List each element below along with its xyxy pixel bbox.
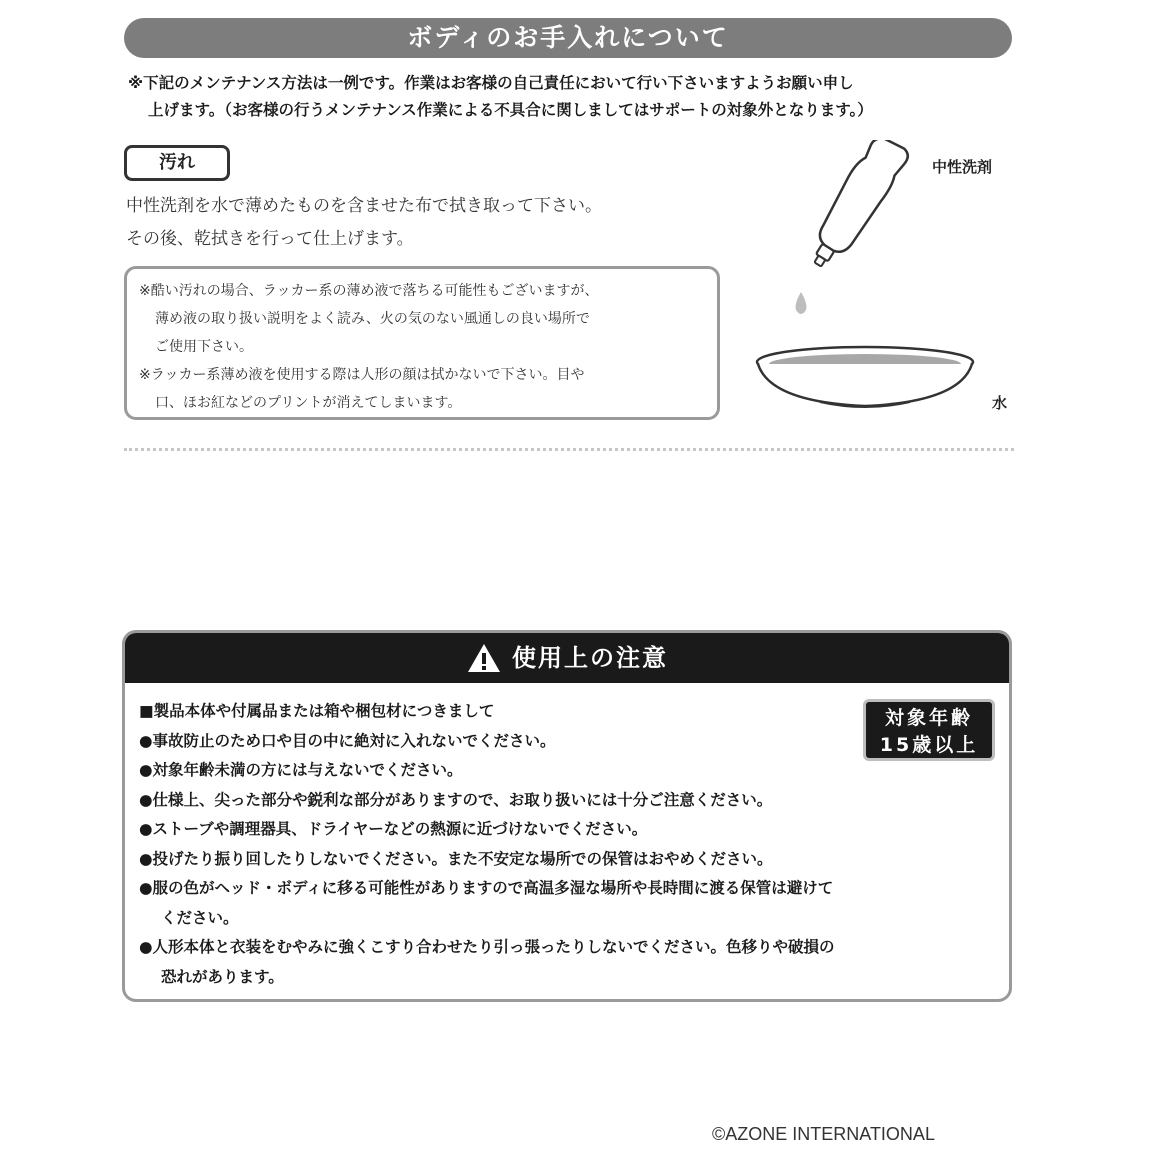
age-badge-line: 15歳以上 <box>879 734 979 756</box>
note-line: ※酷い汚れの場合、ラッカー系の薄め液で落ちる可能性もございますが、 <box>139 283 599 299</box>
usage-caution-box <box>122 630 1012 1002</box>
disclaimer-line: 上げます。（お客様の行うメンテナンス作業による不具合に関しましてはサポートの対象外となります。） <box>148 101 873 119</box>
caution-item: ●対象年齢未満の方には与えないでください。 <box>139 761 463 779</box>
caution-item: ●事故防止のため口や目の中に絶対に入れないでください。 <box>139 731 556 750</box>
lacquer-thinner-note <box>124 266 720 420</box>
detergent-and-water-illustration <box>750 140 1030 430</box>
drop-icon <box>796 292 807 314</box>
detergent-bottle-icon <box>800 140 911 275</box>
caution-item: ●人形本体と衣装をむやみに強くこすり合わせたり引っ張ったりしないでください。色移りや破損の <box>139 938 835 956</box>
caution-item: 恐れがあります。 <box>161 967 284 986</box>
water-label: 水 <box>992 394 1008 412</box>
caution-item: ●服の色がヘッド・ボディに移る可能性がありますので高温多湿な場所や長時間に渡る保管は避けて <box>139 879 834 897</box>
detergent-label: 中性洗剤 <box>932 158 993 176</box>
dirt-section-label: 汚れ <box>124 145 230 181</box>
caution-title: 使用上の注意 <box>512 644 668 672</box>
caution-header <box>125 633 1009 683</box>
instruction-line: 中性洗剤を水で薄めたものを含ませた布で拭き取って下さい。 <box>126 196 602 216</box>
disclaimer-line: ※下記のメンテナンス方法は一例です。作業はお客様の自己責任において行い下さいますようお願い申し <box>128 74 854 92</box>
dish-icon <box>757 347 973 407</box>
note-line: 薄め液の取り扱い説明をよく読み、火の気のない風通しの良い場所で <box>155 311 590 327</box>
section-divider <box>124 448 1014 451</box>
target-age-badge <box>863 699 995 761</box>
caution-item: ●仕様上、尖った部分や鋭利な部分がありますので、お取り扱いには十分ご注意ください。 <box>139 790 773 809</box>
note-line: ※ラッカー系薄め液を使用する際は人形の顔は拭かないで下さい。目や <box>139 367 585 383</box>
maintenance-disclaimer <box>128 70 1028 124</box>
body-care-title: ボディのお手入れについて <box>124 18 1012 58</box>
caution-item: ●ストーブや調理器具、ドライヤーなどの熱源に近づけないでください。 <box>139 820 648 838</box>
warning-icon <box>466 642 502 674</box>
cleaning-instructions <box>126 190 766 256</box>
caution-item: ●投げたり振り回したりしないでください。また不安定な場所での保管はおやめください。 <box>139 849 773 868</box>
caution-item: ■製品本体や付属品または箱や梱包材につきまして <box>139 702 495 720</box>
copyright: ©AZONE INTERNATIONAL <box>712 1124 935 1144</box>
note-line: 口、ほお紅などのプリントが消えてしまいます。 <box>155 395 462 411</box>
age-badge-line: 対象年齢 <box>884 707 973 729</box>
instruction-line: その後、乾拭きを行って仕上げます。 <box>126 229 414 249</box>
note-line: ご使用下さい。 <box>155 339 253 355</box>
caution-item: ください。 <box>161 908 239 927</box>
